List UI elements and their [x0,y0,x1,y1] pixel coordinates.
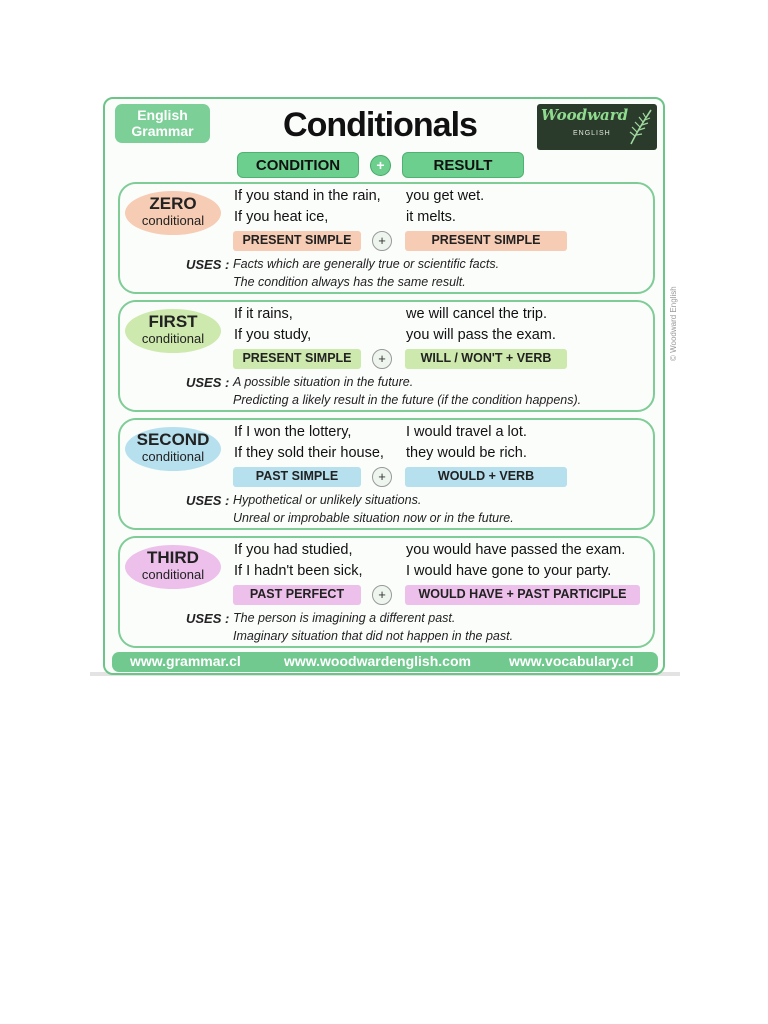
use-line: Hypothetical or unlikely situations. [233,493,422,507]
result-form: PRESENT SIMPLE [405,231,567,251]
conditional-type-name: ZERO [149,194,197,213]
woodward-logo [537,104,657,150]
example-result: I would travel a lot. [406,424,527,440]
second-conditional-section [118,418,655,530]
example-condition: If you had studied, [234,542,353,558]
result-header: RESULT [402,152,524,178]
condition-form: PRESENT SIMPLE [233,349,361,369]
condition-form: PAST SIMPLE [233,467,361,487]
conditional-type-name: FIRST [148,312,198,331]
use-line: The condition always has the same result. [233,275,466,289]
example-result: they would be rich. [406,445,527,461]
condition-form: PRESENT SIMPLE [233,231,361,251]
use-line: Imaginary situation that did not happen in the past. [233,629,514,643]
condition-header: CONDITION [237,152,359,178]
first-conditional-section [118,300,655,412]
use-line: Facts which are generally true or scientific facts. [233,257,500,271]
zero-conditional-section [118,182,655,294]
example-result: I would have gone to your party. [406,563,612,579]
conditionals-poster [103,97,678,675]
use-line: The person is imagining a different past. [233,611,456,625]
example-result: you would have passed the exam. [406,542,626,558]
conditional-type-sub: conditional [141,567,205,582]
fern-icon [627,108,653,146]
woodwardenglish-link[interactable]: www.woodwardenglish.com [284,653,471,669]
conditional-type-name: THIRD [147,548,199,567]
uses-label: USES : [186,375,230,390]
use-line: Predicting a likely result in the future (if the condition happens). [233,393,582,407]
uses-label: USES : [186,257,230,272]
example-condition: If you stand in the rain, [234,188,381,204]
example-result: you will pass the exam. [406,327,556,343]
header-plus-sign: + [370,155,391,176]
english-grammar-badge [115,104,210,143]
conditional-type-name: SECOND [136,430,210,449]
result-form: WOULD + VERB [405,467,567,487]
second-conditional-oval [125,427,221,471]
form-plus-sign: + [372,231,392,251]
use-line: Unreal or improbable situation now or in the future. [233,511,514,525]
uses-label: USES : [186,611,230,626]
zero-conditional-oval [125,191,221,235]
example-condition: If it rains, [234,306,293,322]
third-conditional-oval [125,545,221,589]
example-result: it melts. [406,209,456,225]
conditional-type-sub: conditional [141,331,205,346]
conditional-type-sub: conditional [141,213,205,228]
badge-line-1: English [137,107,188,123]
example-condition: If I hadn't been sick, [234,563,363,579]
grammar-link[interactable]: www.grammar.cl [130,653,241,669]
badge-line-2: Grammar [131,123,194,139]
logo-sub: ENGLISH [573,130,611,137]
example-condition: If you study, [234,327,312,343]
third-conditional-section [118,536,655,648]
example-condition: If you heat ice, [234,209,329,225]
example-condition: If they sold their house, [234,445,384,461]
use-line: A possible situation in the future. [233,375,414,389]
form-plus-sign: + [372,585,392,605]
condition-form: PAST PERFECT [233,585,361,605]
logo-brand: Woodward [541,106,629,124]
example-result: you get wet. [406,188,485,204]
footer-bar [112,652,658,672]
copyright-text: © Woodward English [669,286,678,361]
example-result: we will cancel the trip. [406,306,548,322]
page-title: Conditionals [283,106,477,144]
uses-label: USES : [186,493,230,508]
conditional-type-sub: conditional [141,449,205,464]
vocabulary-link[interactable]: www.vocabulary.cl [509,653,634,669]
first-conditional-oval [125,309,221,353]
form-plus-sign: + [372,349,392,369]
example-condition: If I won the lottery, [234,424,352,440]
result-form: WOULD HAVE + PAST PARTICIPLE [405,585,640,605]
form-plus-sign: + [372,467,392,487]
result-form: WILL / WON'T + VERB [405,349,567,369]
